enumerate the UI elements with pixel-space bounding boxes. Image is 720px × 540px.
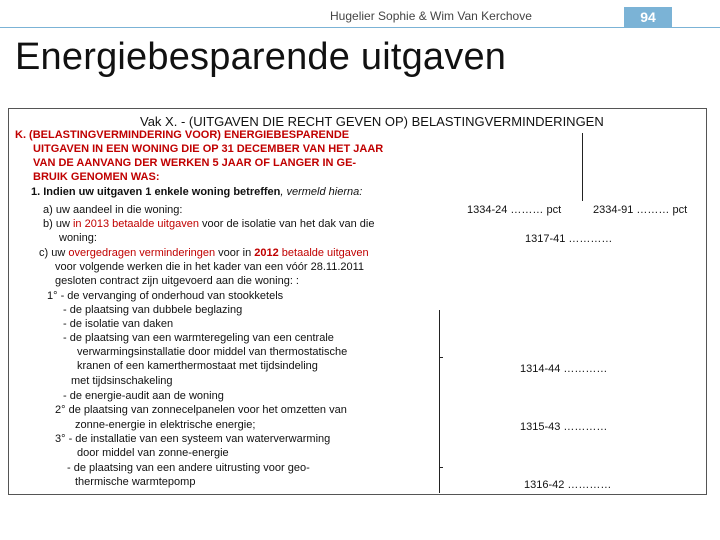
item-c-line-3: gesloten contract zijn uitgevoerd aan die woning: :: [55, 275, 299, 287]
bracket-line: [439, 310, 440, 493]
section-k-line-2: UITGAVEN IN EEN WONING DIE OP 31 DECEMBER VAN HET JAAR: [33, 143, 384, 155]
work-10: zonne-energie in elektrische energie;: [75, 419, 256, 431]
header-divider: [0, 27, 720, 28]
work-3: - de isolatie van daken: [63, 318, 174, 330]
work-11: 3° - de installatie van een systeem van waterverwarming: [55, 433, 331, 445]
work-13: - de plaatsing van een andere uitrusting voor geo-: [67, 462, 310, 474]
header-bar: [0, 7, 720, 27]
section-heading: Vak X. - (UITGAVEN DIE RECHT GEVEN OP) BELASTINGVERMINDERINGEN: [140, 114, 604, 129]
code-1316: 1316-42 …………: [524, 479, 612, 491]
code-1334: 1334-24 ……… pct: [467, 204, 562, 216]
bracket-tick-1: [439, 357, 443, 358]
section-k-line-1: K. (BELASTINGVERMINDERING VOOR) ENERGIEBESPARENDE: [15, 129, 350, 141]
item-c-line-2: voor volgende werken die in het kader van een vóór 28.11.2011: [55, 261, 365, 273]
code-1314: 1314-44 …………: [520, 363, 608, 375]
column-divider: [582, 133, 583, 201]
work-4: - de plaatsing van een warmteregeling van een centrale: [63, 332, 334, 344]
code-1315: 1315-43 …………: [520, 421, 608, 433]
work-5: verwarmingsinstallatie door middel van thermostatische: [77, 346, 348, 358]
item-1: 1. Indien uw uitgaven 1 enkele woning betreffen, vermeld hierna:: [31, 186, 363, 198]
page-title: Energiebesparende uitgaven: [15, 36, 507, 78]
bracket-tick-2: [439, 467, 443, 468]
work-12: door middel van zonne-energie: [77, 447, 229, 459]
work-14: thermische warmtepomp: [75, 476, 196, 488]
item-b: b) uw in 2013 betaalde uitgaven voor de isolatie van het dak van die: [43, 218, 375, 230]
item-c: c) uw overgedragen verminderingen voor in 2012 betaalde uitgaven: [39, 247, 369, 259]
item-a: a) uw aandeel in die woning:: [43, 204, 183, 216]
page-number-badge: 94: [624, 7, 672, 27]
work-6: kranen of een kamerthermostaat met tijdsindeling: [77, 360, 318, 372]
work-8: - de energie-audit aan de woning: [63, 390, 224, 402]
section-k-line-4: BRUIK GENOMEN WAS:: [33, 171, 160, 183]
work-9: 2° de plaatsing van zonnecelpanelen voor het omzetten van: [55, 404, 347, 416]
code-1317: 1317-41 …………: [525, 233, 613, 245]
item-b-line-2: woning:: [59, 232, 97, 244]
code-2334: 2334-91 ……… pct: [593, 204, 688, 216]
work-2: - de plaatsing van dubbele beglazing: [63, 304, 243, 316]
work-1: 1° - de vervanging of onderhoud van stookketels: [47, 290, 284, 302]
section-k-line-3: VAN DE AANVANG DER WERKEN 5 JAAR OF LANGER IN GE-: [33, 157, 357, 169]
tax-form-excerpt: [8, 108, 707, 495]
author-line: Hugelier Sophie & Wim Van Kerchove: [330, 9, 532, 23]
work-7: met tijdsinschakeling: [71, 375, 173, 387]
